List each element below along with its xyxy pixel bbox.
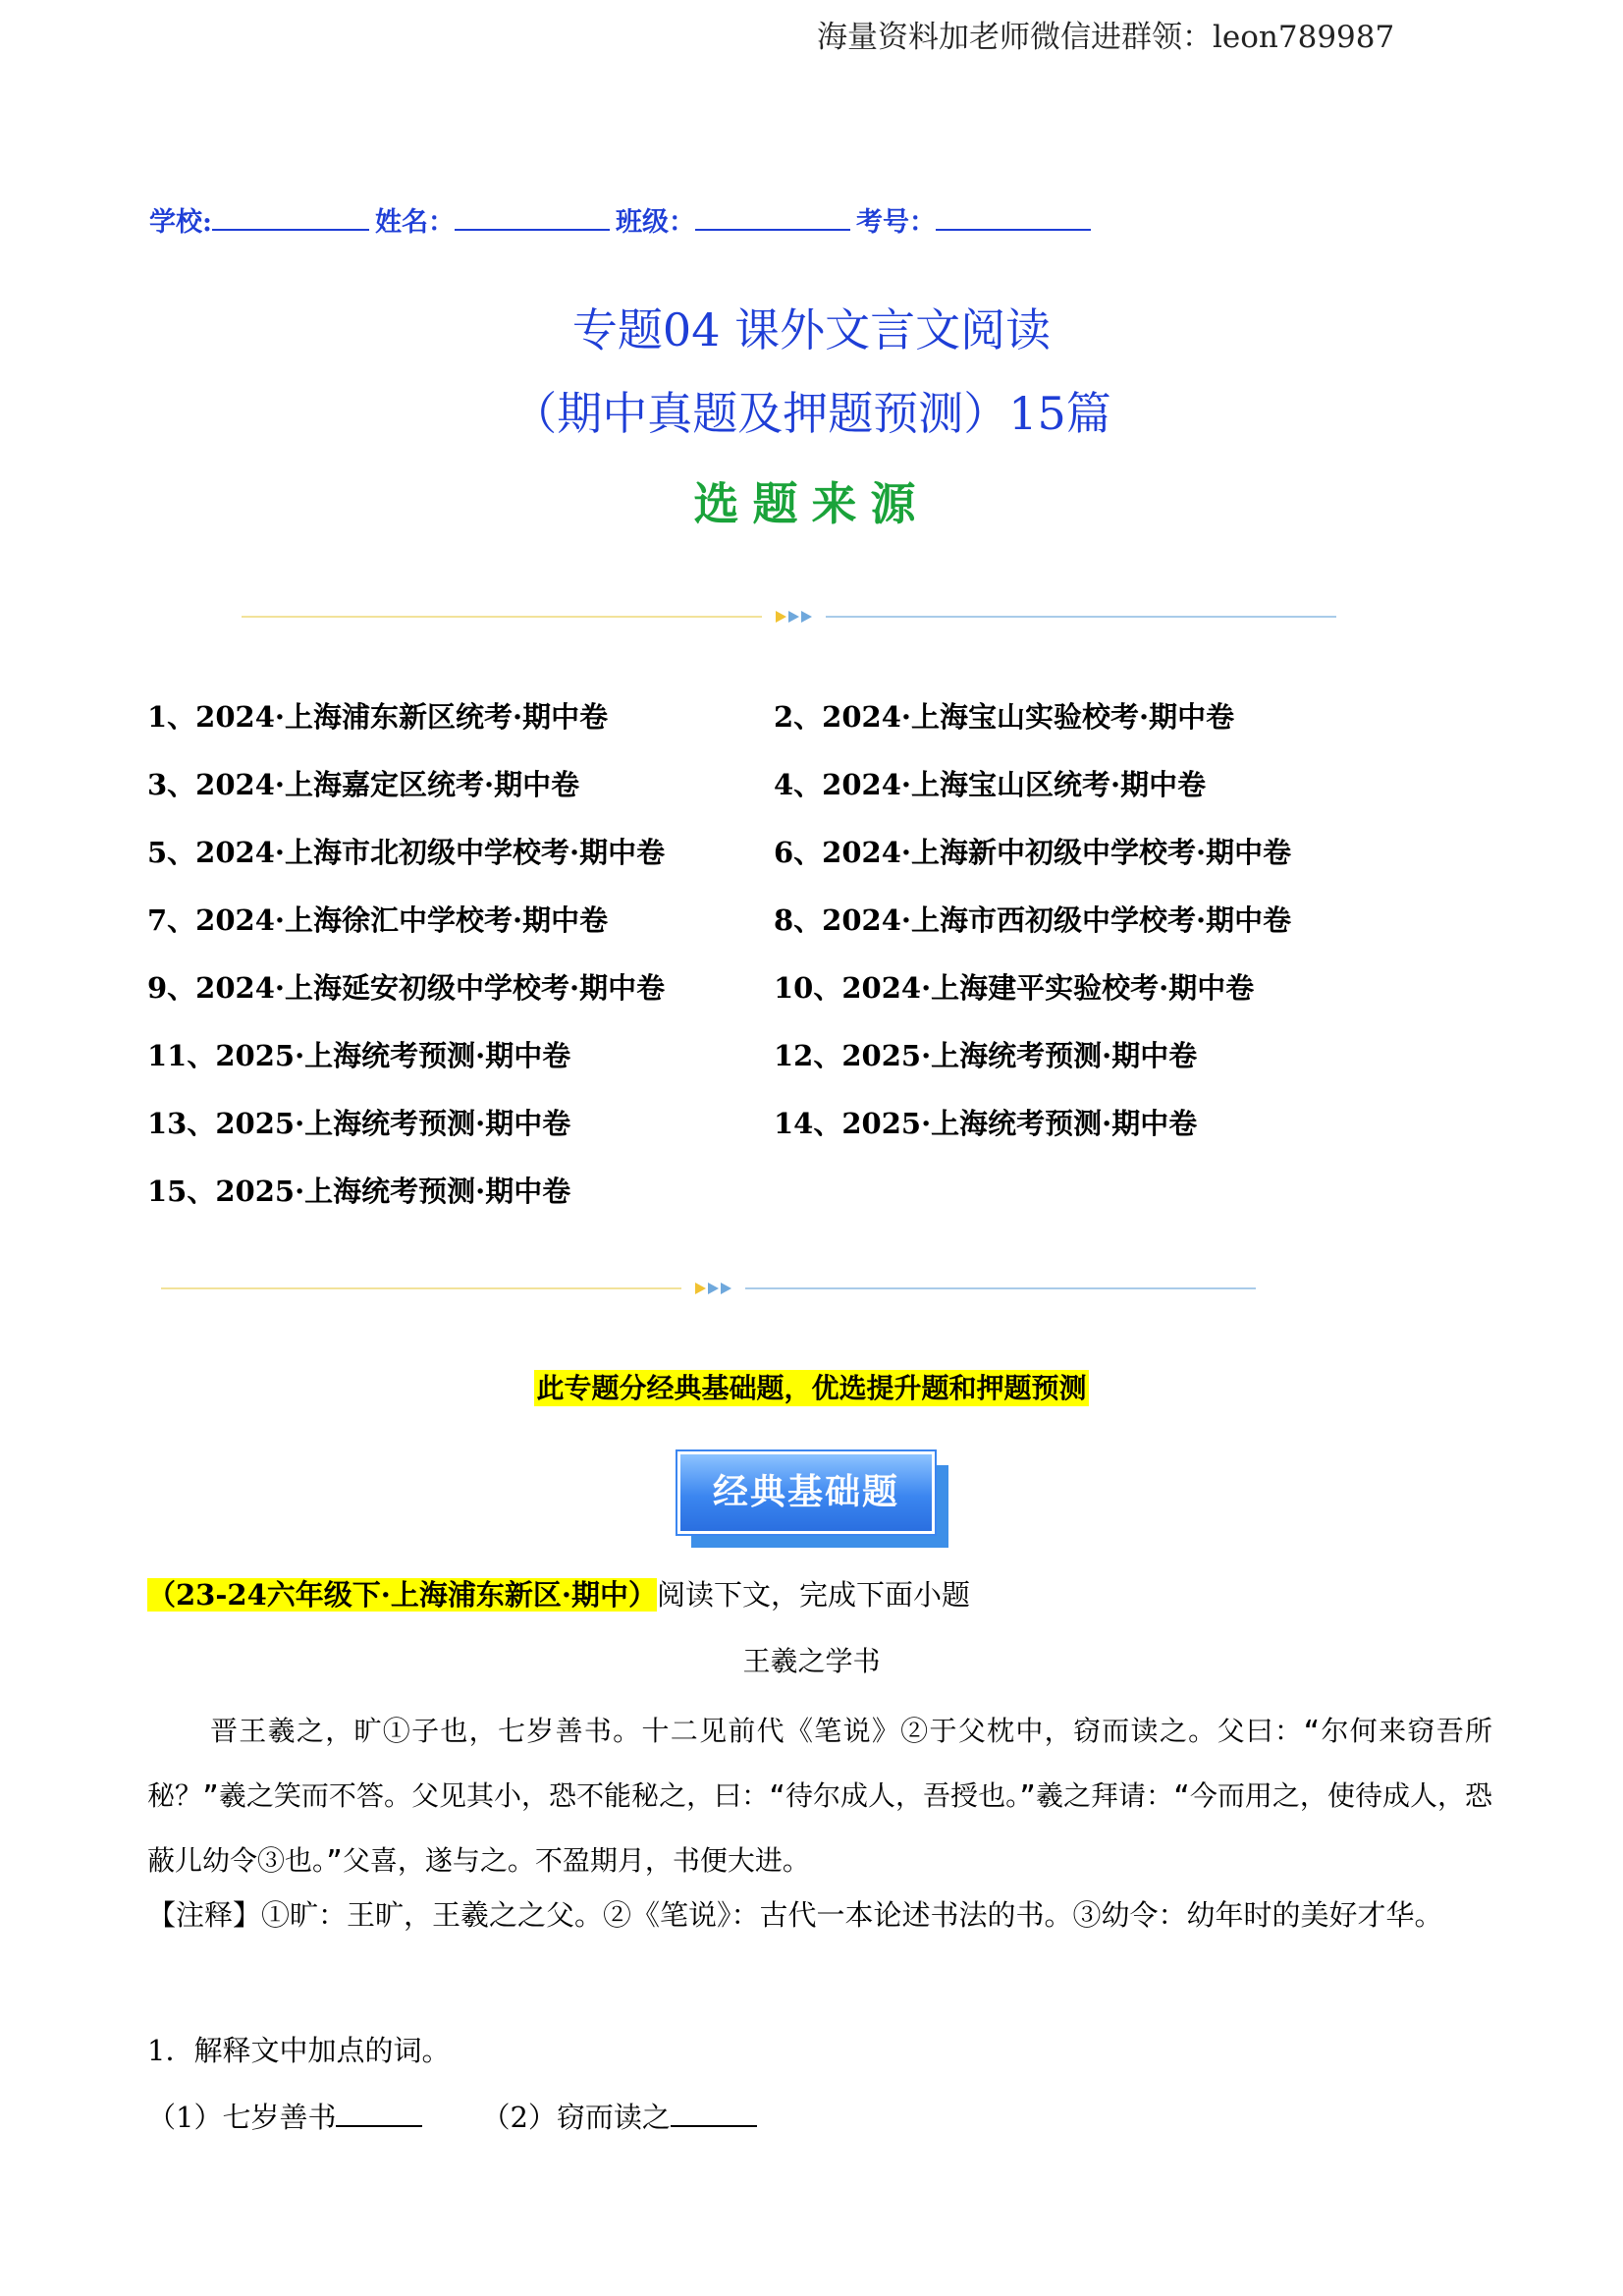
page-subtitle: （期中真题及押题预测）15篇: [512, 387, 1111, 440]
triple-arrow-icon: [776, 611, 812, 623]
divider-top: [242, 615, 1336, 618]
source-item: 13、2025·上海统考预测·期中卷: [147, 1107, 571, 1140]
source-item: 14、2025·上海统考预测·期中卷: [774, 1107, 1198, 1140]
answer-blank[interactable]: [336, 2104, 422, 2127]
source-item: 2、2024·上海宝山实验校考·期中卷: [774, 700, 1235, 734]
source-item: 15、2025·上海统考预测·期中卷: [147, 1175, 571, 1208]
source-item: 5、2024·上海市北初级中学校考·期中卷: [147, 836, 666, 869]
source-item: 12、2025·上海统考预测·期中卷: [774, 1039, 1198, 1072]
exam-no-blank: [936, 203, 1091, 231]
name-blank: [455, 203, 610, 231]
section-badge: [677, 1451, 952, 1550]
passage-text: 晋王羲之，旷①子也，七岁善书。十二见前代《笔说》②于父枕中，窃而读之。父曰：“尔何来窃吾所秘？”羲之笑而不答。父见其小，恐不能秘之，曰：“待尔成人，吾授也。”羲之拜请：“今而用之，使待成人，恐蔽儿幼令③也。”父喜，遂与之。不盈期月，书便大进。: [147, 1715, 1492, 1877]
exam-no-label: 考号：: [855, 207, 936, 238]
source-item: 3、2024·上海嘉定区统考·期中卷: [147, 768, 580, 801]
class-label: 班级：: [615, 207, 695, 238]
passage-title: 王羲之学书: [742, 1645, 881, 1677]
passage-intro: [147, 1573, 970, 1613]
answer-blank[interactable]: [671, 2104, 757, 2127]
question-1-part-2: （2）窃而读之: [481, 2096, 756, 2136]
question-1-parts: [147, 2096, 757, 2136]
question-1-part-1: （1）七岁善书: [147, 2096, 422, 2136]
source-item: 4、2024·上海宝山区统考·期中卷: [774, 768, 1207, 801]
divider-bottom: [161, 1286, 1256, 1289]
source-item: 7、2024·上海徐汇中学校考·期中卷: [147, 903, 609, 937]
source-item: 10、2024·上海建平实验校考·期中卷: [774, 971, 1255, 1005]
question-1-stem: 1．解释文中加点的词。: [147, 2034, 451, 2067]
source-item: 6、2024·上海新中初级中学校考·期中卷: [774, 836, 1292, 869]
class-blank: [695, 203, 850, 231]
sources-heading: 选题来源: [693, 477, 930, 530]
section-note: [0, 1367, 1623, 1406]
passage-instruction: 阅读下文，完成下面小题: [656, 1578, 970, 1612]
school-blank: [212, 203, 369, 231]
name-label: 姓名：: [374, 207, 455, 238]
page-title: 专题04 课外文言文阅读: [571, 303, 1052, 356]
school-label: 学校:: [149, 207, 212, 238]
student-info-row: [149, 200, 1097, 239]
source-item: 1、2024·上海浦东新区统考·期中卷: [147, 700, 609, 734]
source-item: 11、2025·上海统考预测·期中卷: [147, 1039, 571, 1072]
passage-notes: 【注释】①旷：王旷，王羲之之父。②《笔说》：古代一本论述书法的书。③幼令：幼年时的美好才华。: [147, 1898, 1443, 1932]
badge-label: 经典基础题: [677, 1451, 935, 1534]
triple-arrow-icon: [695, 1283, 731, 1294]
source-item: 8、2024·上海市西初级中学校考·期中卷: [774, 903, 1292, 937]
watermark-text: 海量资料加老师微信进群领：leon789987: [817, 20, 1395, 55]
passage-source-tag: （23-24六年级下·上海浦东新区·期中）: [147, 1578, 657, 1612]
source-item: 9、2024·上海延安初级中学校考·期中卷: [147, 971, 666, 1005]
section-note-text: 此专题分经典基础题，优选提升题和押题预测: [536, 1372, 1087, 1404]
